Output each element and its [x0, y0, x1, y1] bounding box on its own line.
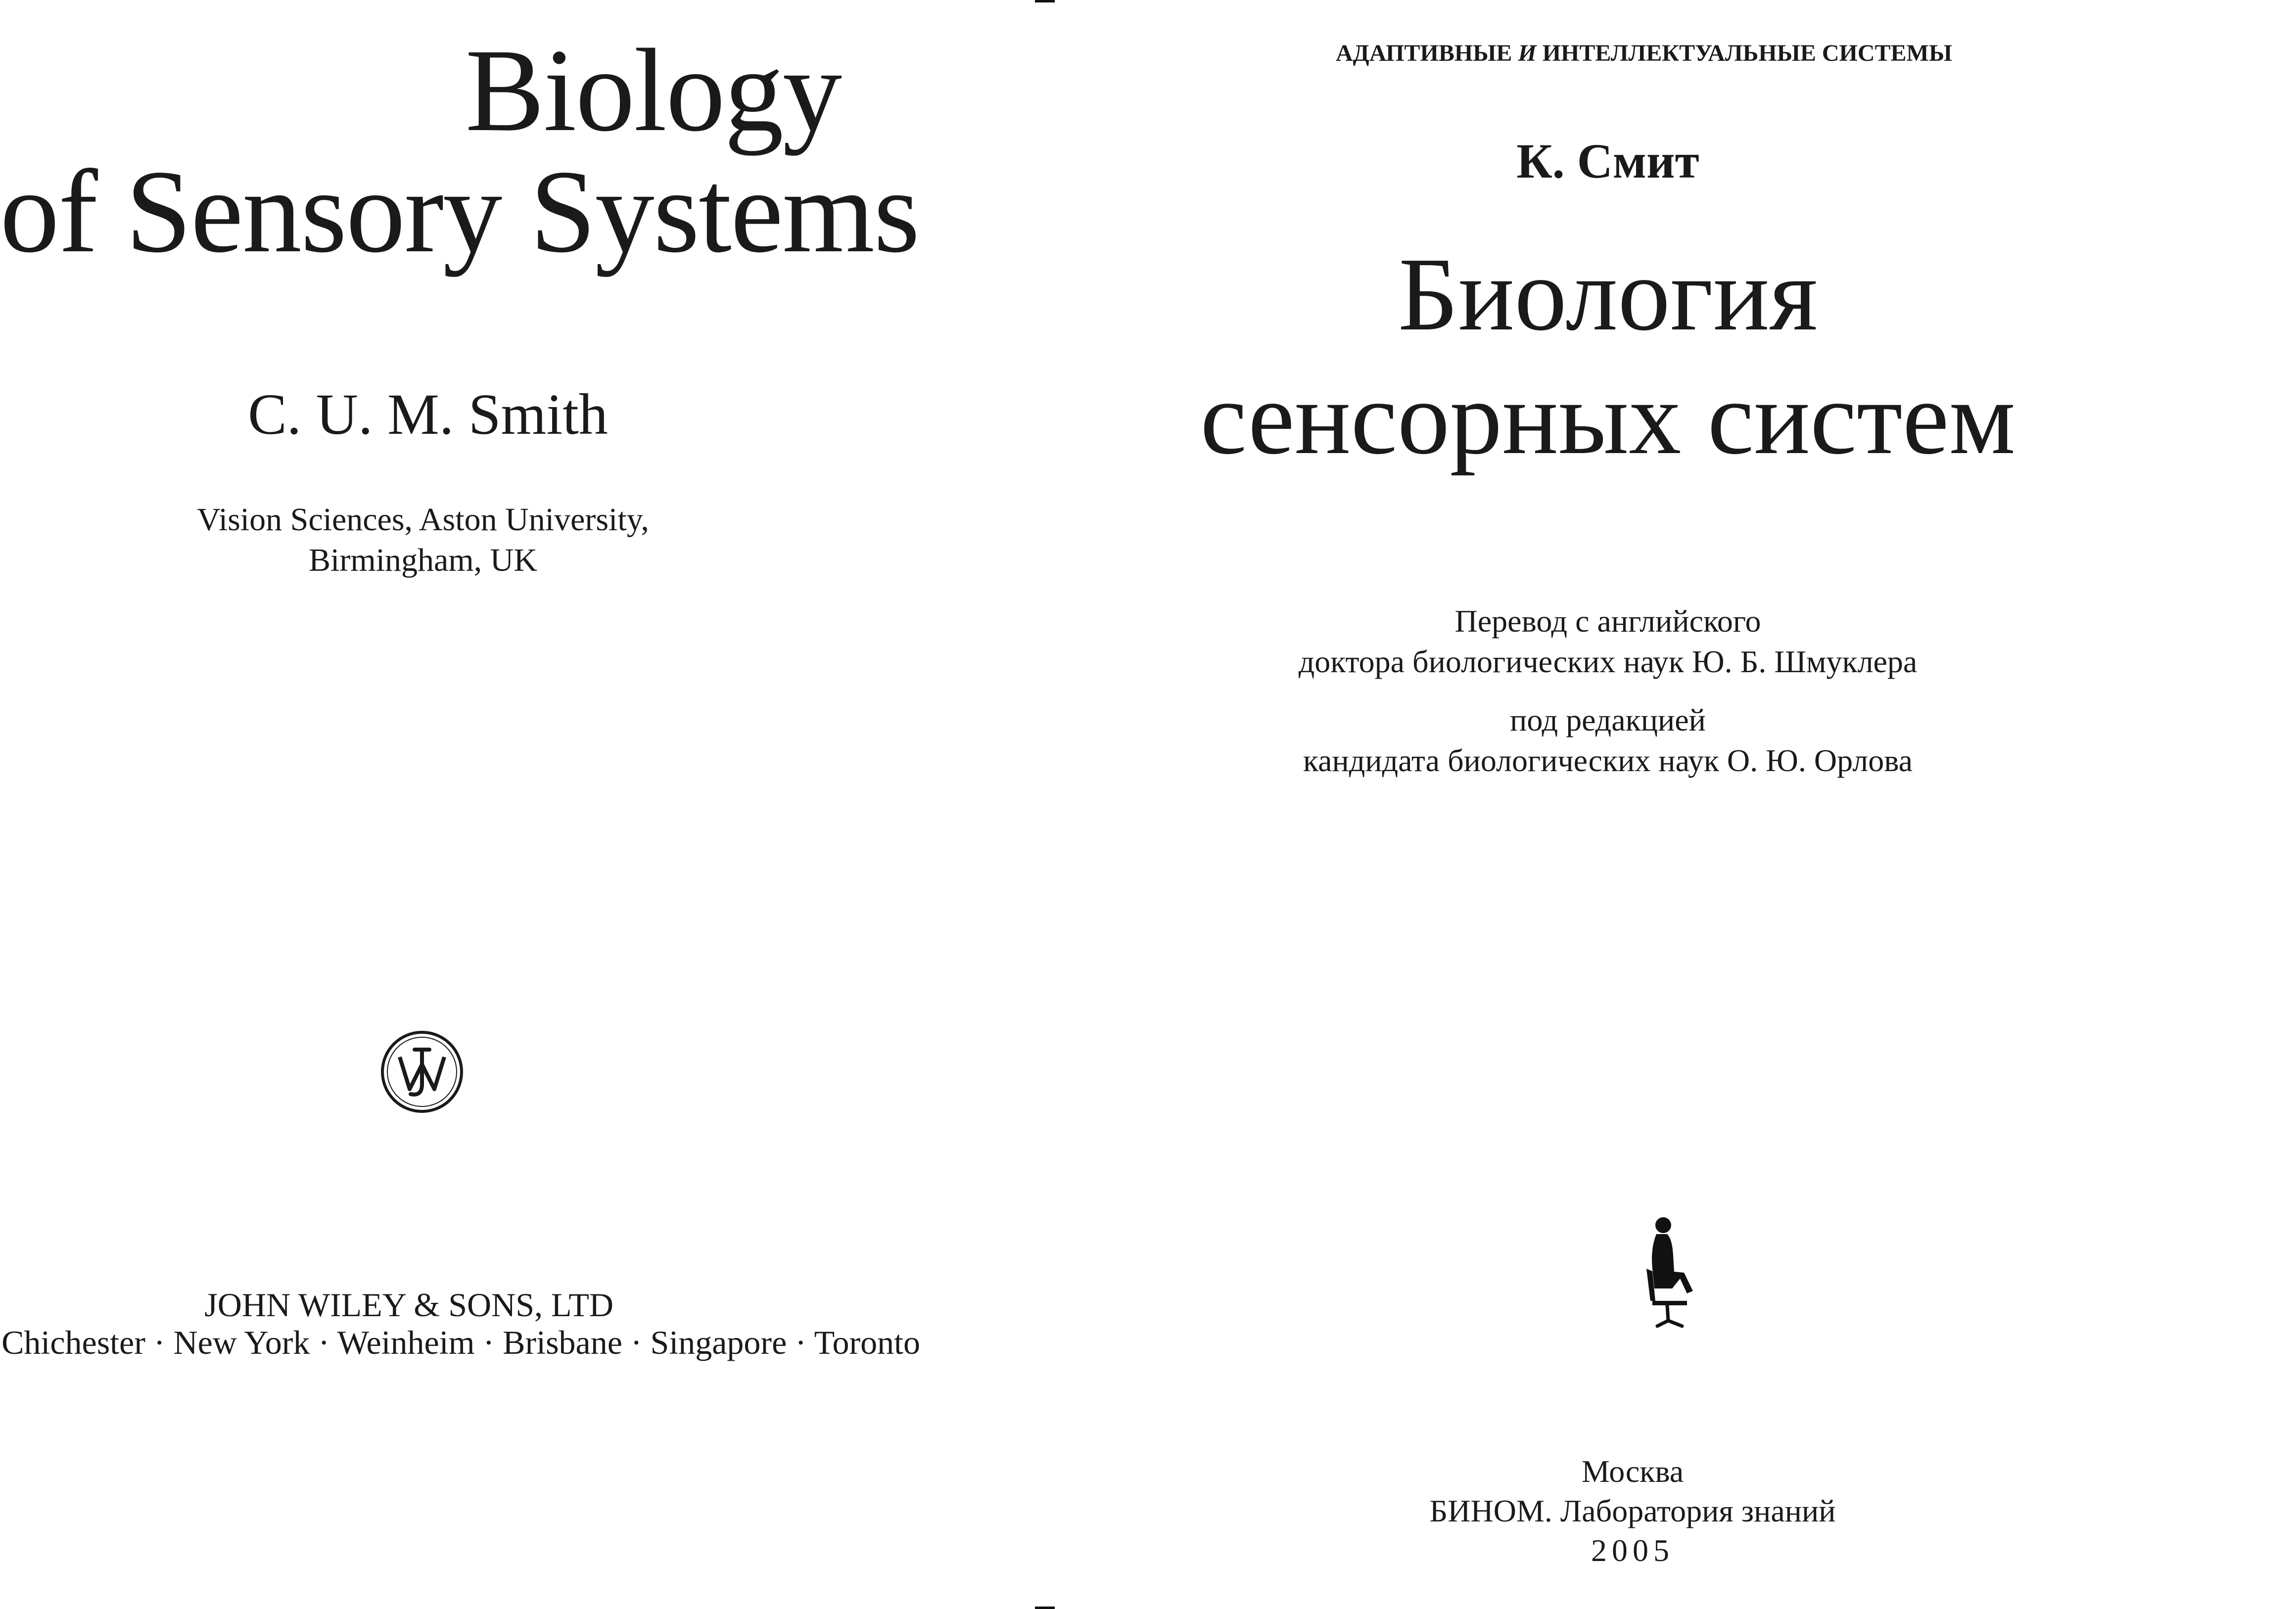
english-title [0, 24, 919, 277]
english-author: C. U. M. Smith [248, 382, 608, 447]
english-publisher-block [0, 1286, 920, 1361]
series-title-part2: И [1518, 40, 1537, 66]
english-title-line1: Biology [465, 24, 841, 156]
english-affiliation [168, 500, 678, 581]
seated-figure-logo-icon [1633, 1214, 1702, 1328]
english-title-line2: of Sensory Systems [0, 145, 919, 277]
imprint-year: 2005 [1591, 1533, 1674, 1568]
credits-spacer [1237, 682, 1979, 700]
editor-line1: под редакцией [1510, 702, 1706, 737]
series-title-part1: АДАПТИВНЫЕ [1336, 40, 1518, 66]
russian-title-line1: Биология [1398, 236, 1818, 352]
series-title-part3: ИНТЕЛЛЕКТУАЛЬНЫЕ СИСТЕМЫ [1536, 40, 1952, 66]
wiley-logo-icon [380, 1030, 464, 1114]
editor-line2: кандидата биологических наук О. Ю. Орлова [1303, 743, 1913, 778]
translation-line2: доктора биологических наук Ю. Б. Шмуклера [1298, 644, 1918, 679]
left-page [0, 0, 1039, 1609]
translation-credits [1237, 601, 1979, 781]
publisher-name: JOHN WILEY & SONS, LTD [204, 1286, 613, 1324]
series-title [1336, 40, 1952, 67]
translation-line1: Перевод с английского [1454, 603, 1761, 639]
russian-title-line2: сенсорных систем [1200, 360, 2015, 476]
imprint-city: Москва [1581, 1454, 1684, 1489]
russian-author: К. Смит [1516, 134, 1699, 188]
imprint-publisher: БИНОМ. Лаборатория знаний [1429, 1493, 1836, 1528]
affiliation-line2: Birmingham, UK [309, 542, 537, 578]
right-page [1039, 0, 2296, 1609]
publisher-cities: Chichester · New York · Weinheim · Brisbane · Singapore · Toronto [1, 1324, 920, 1361]
russian-title [1187, 232, 2028, 480]
affiliation-line1: Vision Sciences, Aston University, [197, 502, 649, 538]
russian-imprint [1385, 1452, 1880, 1570]
